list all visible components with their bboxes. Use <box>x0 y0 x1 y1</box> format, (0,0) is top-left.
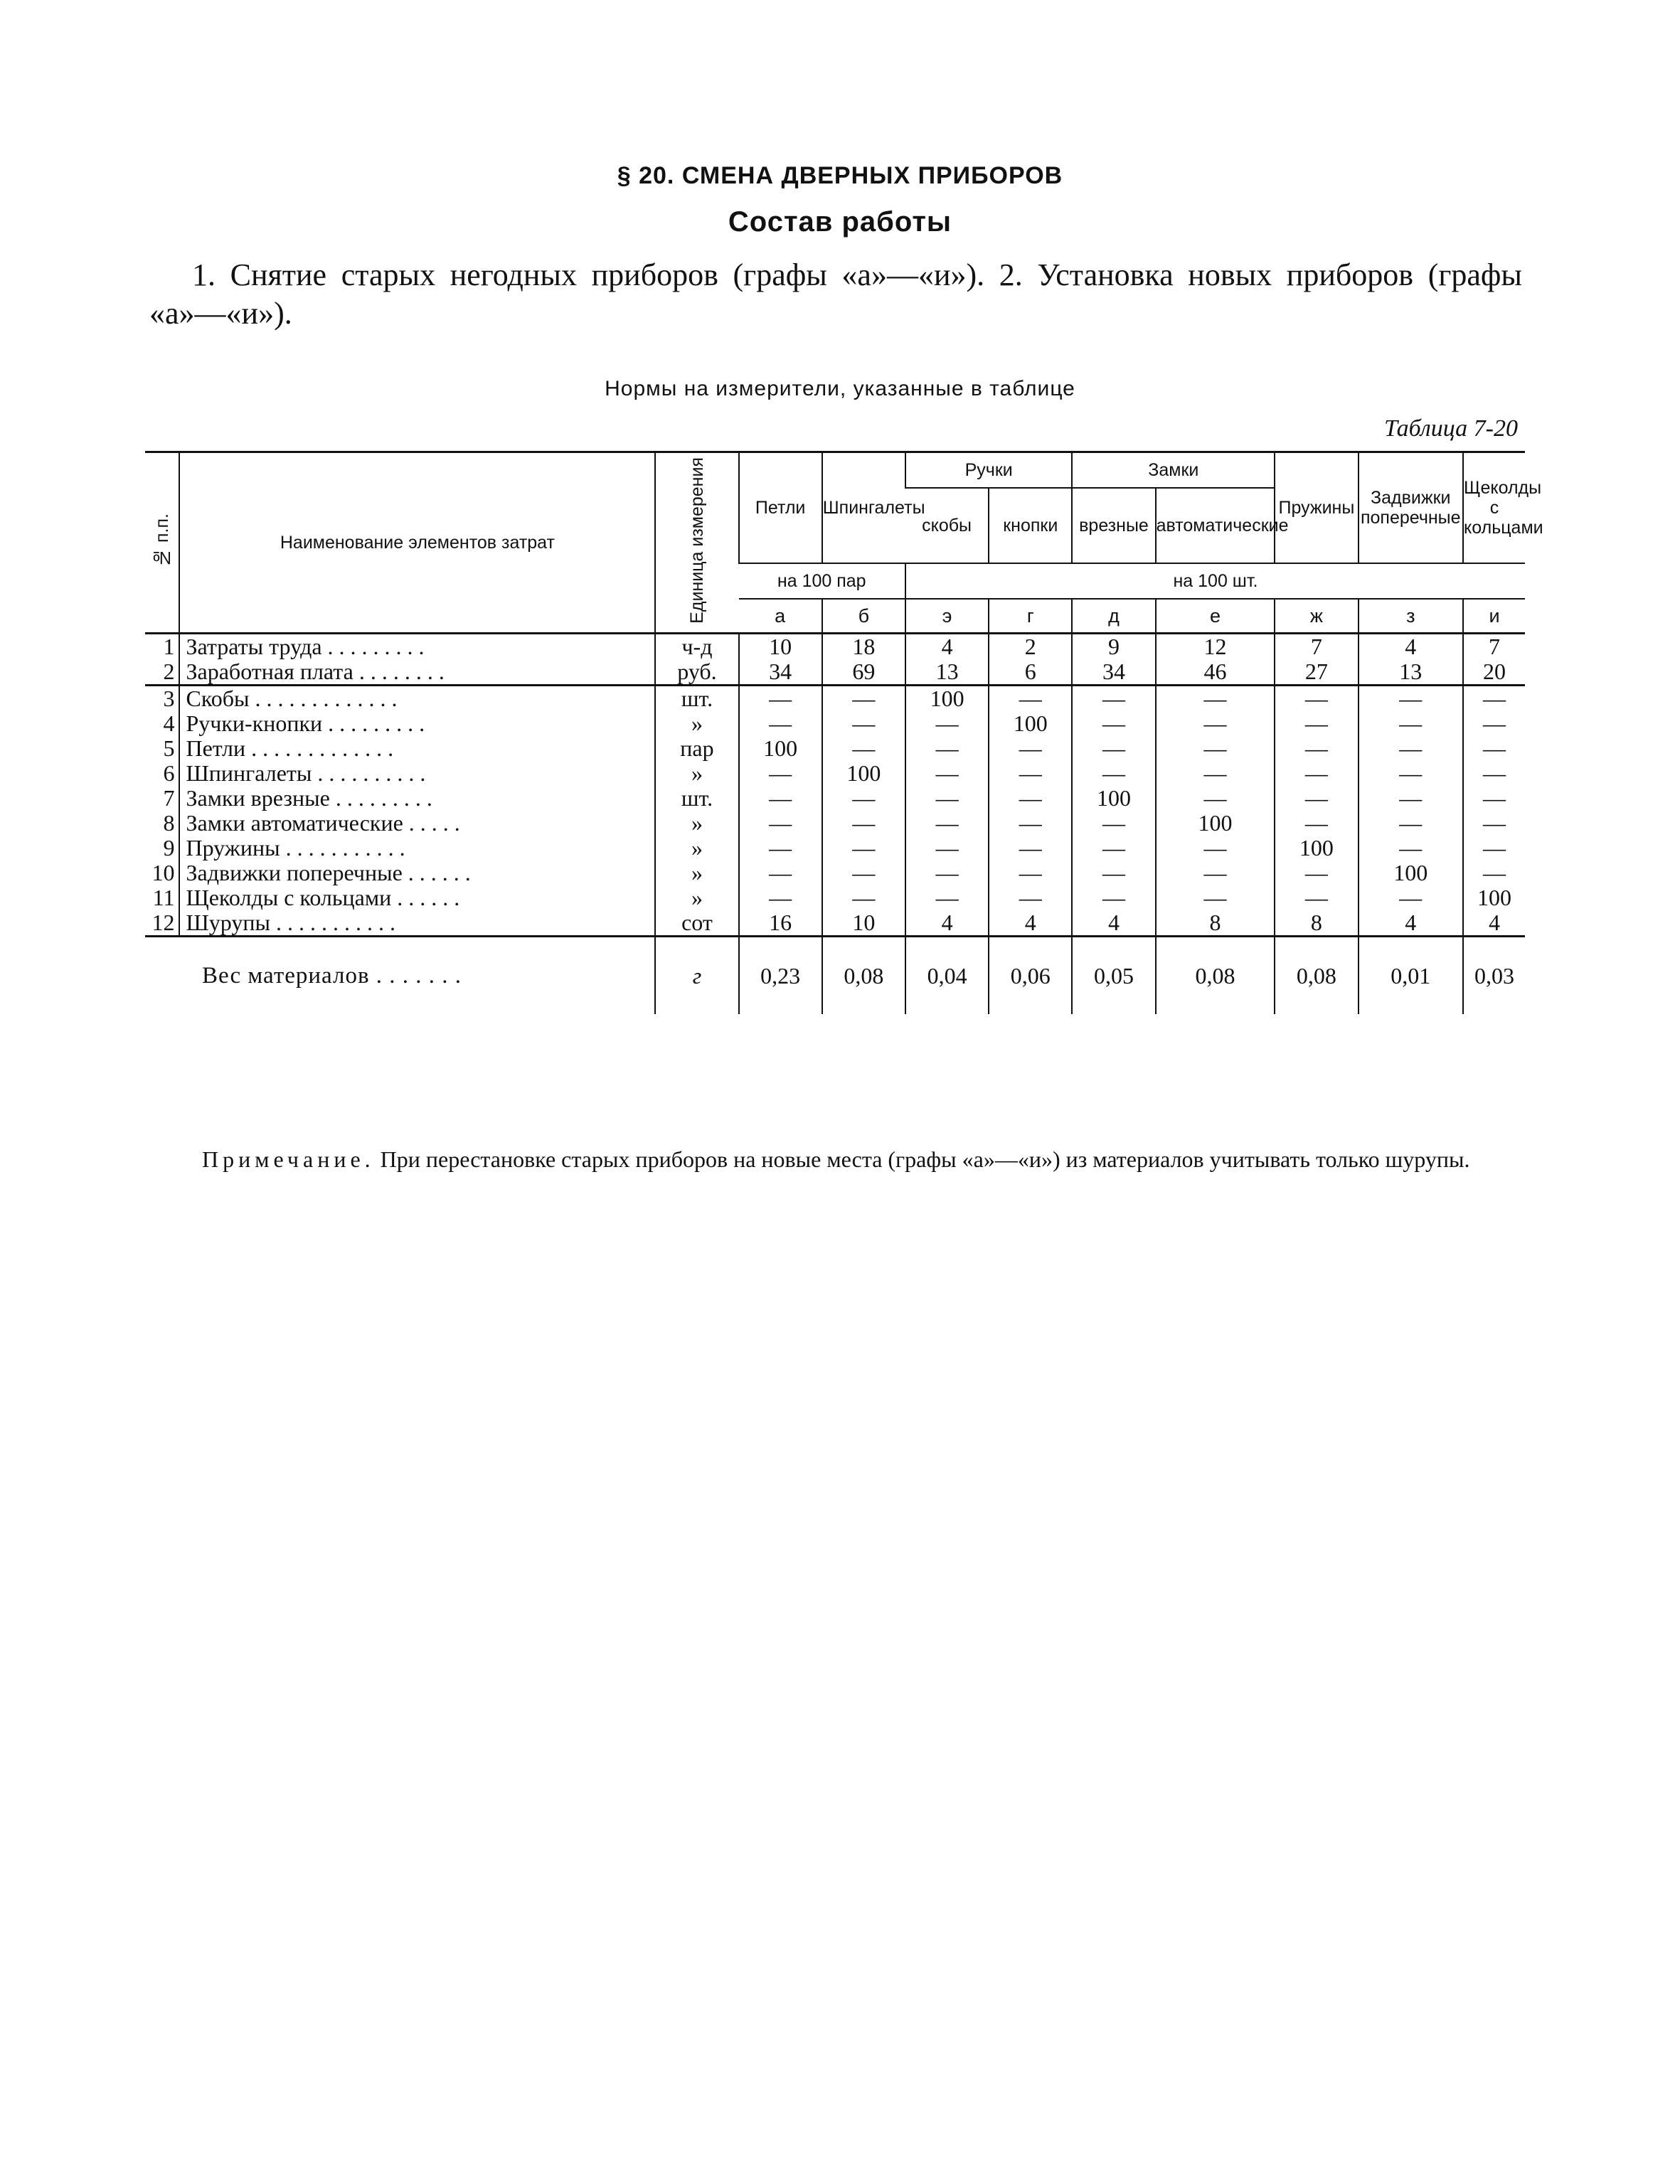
row-value: — <box>1275 885 1358 910</box>
weight-value: 0,03 <box>1463 937 1525 1015</box>
row-unit: » <box>655 885 738 910</box>
column-letter: г <box>989 599 1072 634</box>
table-row <box>145 910 1525 937</box>
row-value: — <box>1072 761 1155 786</box>
col-avtomaticheskie-header: автоматические <box>1156 488 1275 563</box>
note-text: При перестановке старых приборов на новые места (графы «а»—«и») из материалов учитывать только шурупы. <box>380 1146 1470 1172</box>
row-value: — <box>1072 861 1155 885</box>
row-value: 7 <box>1463 634 1525 660</box>
row-value: 34 <box>1072 659 1155 686</box>
row-value: — <box>822 861 905 885</box>
row-value: — <box>739 836 822 861</box>
row-value: — <box>989 736 1072 761</box>
column-letter: д <box>1072 599 1155 634</box>
row-unit: шт. <box>655 686 738 712</box>
row-unit: руб. <box>655 659 738 686</box>
row-unit: сот <box>655 910 738 937</box>
row-value: — <box>1359 686 1464 712</box>
row-value: 100 <box>905 686 989 712</box>
row-number: 8 <box>163 810 175 836</box>
table-row <box>145 861 1525 885</box>
col-name-header: Наименование элементов затрат <box>179 452 655 634</box>
row-value: — <box>822 786 905 811</box>
row-name: Замки врезные . . . . . . . . . <box>179 786 655 811</box>
row-value: — <box>739 711 822 736</box>
table-row <box>145 686 1525 712</box>
row-value: 100 <box>1359 861 1464 885</box>
row-name: Петли . . . . . . . . . . . . . <box>179 736 655 761</box>
weight-label: Вес материалов . . . . . . . <box>145 937 655 1015</box>
weight-value: 0,23 <box>739 937 822 1015</box>
table-row <box>145 836 1525 861</box>
column-letter: э <box>905 599 989 634</box>
row-value: 4 <box>1463 910 1525 937</box>
work-composition-title: Состав работы <box>728 206 952 238</box>
weight-value: 0,08 <box>1156 937 1275 1015</box>
row-value: — <box>905 736 989 761</box>
row-value: — <box>822 811 905 836</box>
col-skoby-header: скобы <box>905 488 989 563</box>
zamki-group-header: Замки <box>1072 452 1275 489</box>
row-unit: пар <box>655 736 738 761</box>
norms-caption: Нормы на измерители, указанные в таблице <box>605 377 1075 400</box>
unit-per-100-pairs: на 100 пар <box>739 563 905 599</box>
row-unit: » <box>655 836 738 861</box>
row-value: 69 <box>822 659 905 686</box>
col-unit-header: Единица измерения <box>655 452 738 634</box>
row-number: 11 <box>152 885 175 910</box>
row-value: 100 <box>1156 811 1275 836</box>
row-value: 4 <box>1072 910 1155 937</box>
weight-value: 0,08 <box>1275 937 1358 1015</box>
row-value: — <box>1275 786 1358 811</box>
table-row <box>145 711 1525 736</box>
row-value: — <box>989 885 1072 910</box>
col-vreznye-header: врезные <box>1072 488 1155 563</box>
col-pruzhiny-header: Пружины <box>1275 452 1358 564</box>
row-value: — <box>1275 711 1358 736</box>
norms-table <box>145 451 1543 1014</box>
row-name: Шпингалеты . . . . . . . . . . <box>179 761 655 786</box>
row-value: 100 <box>989 711 1072 736</box>
row-number: 6 <box>163 760 175 786</box>
row-value: 10 <box>822 910 905 937</box>
weight-value: 0,06 <box>989 937 1072 1015</box>
row-value: — <box>822 736 905 761</box>
row-value: — <box>739 885 822 910</box>
row-value: 16 <box>739 910 822 937</box>
row-number: 5 <box>163 735 175 761</box>
row-value: 4 <box>1359 910 1464 937</box>
row-value: — <box>1463 861 1525 885</box>
row-value: 13 <box>905 659 989 686</box>
row-value: — <box>989 836 1072 861</box>
row-value: — <box>1275 686 1358 712</box>
row-number: 4 <box>163 710 175 736</box>
row-value: 6 <box>989 659 1072 686</box>
row-value: — <box>1072 811 1155 836</box>
row-value: — <box>822 711 905 736</box>
table-label: Таблица 7-20 <box>1384 415 1518 442</box>
row-value: — <box>1156 686 1275 712</box>
row-value: 7 <box>1275 634 1358 660</box>
row-value: — <box>1156 861 1275 885</box>
row-value: — <box>1275 736 1358 761</box>
row-value: 10 <box>739 634 822 660</box>
weight-value: 0,08 <box>822 937 905 1015</box>
weight-value: 0,05 <box>1072 937 1155 1015</box>
row-value: — <box>1072 711 1155 736</box>
row-value: — <box>1359 885 1464 910</box>
row-value: 34 <box>739 659 822 686</box>
row-value: — <box>1463 686 1525 712</box>
row-value: — <box>1072 885 1155 910</box>
row-value: — <box>1463 786 1525 811</box>
row-value: — <box>1463 761 1525 786</box>
row-unit: » <box>655 811 738 836</box>
note-lead: Примечание. <box>202 1146 375 1172</box>
row-name: Задвижки поперечные . . . . . . <box>179 861 655 885</box>
col-petli-header: Петли <box>739 452 822 564</box>
row-value: 12 <box>1156 634 1275 660</box>
row-value: — <box>905 861 989 885</box>
row-value: 4 <box>1359 634 1464 660</box>
row-unit: шт. <box>655 786 738 811</box>
row-value: — <box>1072 836 1155 861</box>
row-number: 12 <box>151 910 175 935</box>
row-value: — <box>1275 861 1358 885</box>
col-shchekoldy-header: Щеколды с кольцами <box>1463 452 1525 564</box>
row-name: Пружины . . . . . . . . . . . <box>179 836 655 861</box>
row-number: 2 <box>163 659 175 684</box>
row-value: — <box>1156 711 1275 736</box>
row-value: 8 <box>1156 910 1275 937</box>
row-value: — <box>905 885 989 910</box>
row-unit: » <box>655 861 738 885</box>
row-value: 27 <box>1275 659 1358 686</box>
row-value: — <box>822 836 905 861</box>
table-row <box>145 634 1525 660</box>
row-value: — <box>822 686 905 712</box>
table-row <box>145 811 1525 836</box>
row-value: 46 <box>1156 659 1275 686</box>
row-value: 20 <box>1463 659 1525 686</box>
row-number: 7 <box>163 785 175 811</box>
row-value: — <box>1359 811 1464 836</box>
row-name: Замки автоматические . . . . . <box>179 811 655 836</box>
column-letter: а <box>739 599 822 634</box>
row-value: — <box>1359 711 1464 736</box>
column-letter: з <box>1359 599 1464 634</box>
weight-value: 0,01 <box>1359 937 1464 1015</box>
row-value: — <box>905 761 989 786</box>
row-value: — <box>1156 736 1275 761</box>
weight-row <box>145 937 1525 1015</box>
row-value: 4 <box>989 910 1072 937</box>
row-value: — <box>1156 836 1275 861</box>
row-name: Ручки-кнопки . . . . . . . . . <box>179 711 655 736</box>
col-shpingalety-header: Шпингалеты <box>822 452 905 564</box>
row-value: 100 <box>1463 885 1525 910</box>
row-value: — <box>989 786 1072 811</box>
row-value: — <box>1156 761 1275 786</box>
ruchki-group-header: Ручки <box>905 452 1072 489</box>
row-value: — <box>1275 811 1358 836</box>
row-value: — <box>989 761 1072 786</box>
row-unit: ч-д <box>655 634 738 660</box>
column-letter: и <box>1463 599 1525 634</box>
row-value: — <box>1072 736 1155 761</box>
row-value: — <box>1359 786 1464 811</box>
column-letter: б <box>822 599 905 634</box>
row-unit: » <box>655 761 738 786</box>
row-value: 18 <box>822 634 905 660</box>
row-value: 100 <box>1275 836 1358 861</box>
col-zadvizhki-header: Задвижки поперечные <box>1359 452 1464 564</box>
work-composition-text: 1. Снятие старых негодных приборов (графы «а»—«и»). 2. Установка новых приборов (графы «а»—«и»). <box>149 257 1522 331</box>
row-value: — <box>1359 736 1464 761</box>
row-number: 3 <box>145 686 179 712</box>
row-value: — <box>739 811 822 836</box>
table-row <box>145 659 1525 686</box>
row-value: 100 <box>739 736 822 761</box>
row-value: 13 <box>1359 659 1464 686</box>
row-value: — <box>1156 885 1275 910</box>
row-value: 100 <box>1072 786 1155 811</box>
row-value: 4 <box>905 634 989 660</box>
row-value: — <box>1275 761 1358 786</box>
row-number: 10 <box>151 860 175 885</box>
row-value: — <box>1463 736 1525 761</box>
row-value: 9 <box>1072 634 1155 660</box>
row-value: — <box>739 761 822 786</box>
row-name: Скобы . . . . . . . . . . . . . <box>179 686 655 712</box>
table-row <box>145 761 1525 786</box>
col-knopki-header: кнопки <box>989 488 1072 563</box>
row-value: — <box>1359 836 1464 861</box>
column-letter: ж <box>1275 599 1358 634</box>
row-value: — <box>739 686 822 712</box>
row-number: 1 <box>145 634 179 660</box>
row-unit: » <box>655 711 738 736</box>
row-value: — <box>1156 786 1275 811</box>
row-value: — <box>1463 811 1525 836</box>
row-value: — <box>1463 711 1525 736</box>
table-row <box>145 736 1525 761</box>
column-letter: е <box>1156 599 1275 634</box>
row-name: Заработная плата . . . . . . . . <box>179 659 655 686</box>
weight-unit: г <box>655 937 738 1015</box>
row-name: Шурупы . . . . . . . . . . . <box>179 910 655 937</box>
section-title: § 20. СМЕНА ДВЕРНЫХ ПРИБОРОВ <box>617 162 1063 189</box>
row-number: 9 <box>163 835 175 861</box>
row-value: 4 <box>905 910 989 937</box>
row-value: — <box>905 836 989 861</box>
row-value: — <box>905 811 989 836</box>
row-value: — <box>1072 686 1155 712</box>
note <box>145 1145 1522 1173</box>
row-name: Затраты труда . . . . . . . . . <box>179 634 655 660</box>
row-value: — <box>739 861 822 885</box>
row-value: — <box>989 686 1072 712</box>
row-value: — <box>822 885 905 910</box>
row-value: — <box>739 786 822 811</box>
row-value: — <box>905 786 989 811</box>
row-value: 8 <box>1275 910 1358 937</box>
weight-value: 0,04 <box>905 937 989 1015</box>
col-num-header: № п.п. <box>145 452 179 634</box>
table-row <box>145 786 1525 811</box>
row-value: — <box>989 811 1072 836</box>
row-value: — <box>905 711 989 736</box>
row-value: — <box>989 861 1072 885</box>
row-value: — <box>1463 836 1525 861</box>
table-row <box>145 885 1525 910</box>
row-value: — <box>1359 761 1464 786</box>
row-value: 2 <box>989 634 1072 660</box>
row-value: 100 <box>822 761 905 786</box>
row-name: Щеколды с кольцами . . . . . . <box>179 885 655 910</box>
unit-per-100-pieces: на 100 шт. <box>905 563 1525 599</box>
